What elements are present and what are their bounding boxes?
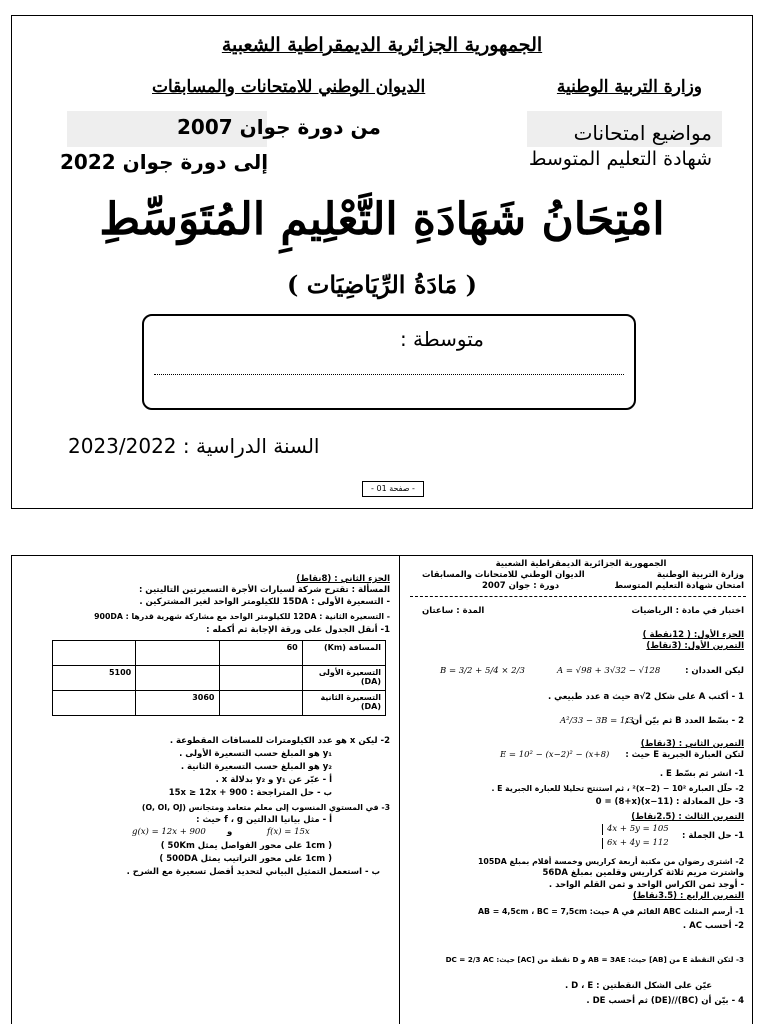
republic-heading: الجمهورية الجزائرية الديمقراطية الشعبية (221, 34, 543, 56)
cover-page (11, 15, 753, 509)
exercise1-question1: 1 - أكتب A على شكل a√2 حيث a عدد طبيعي . (547, 692, 744, 702)
exercise2-question3: 3- حل المعادلة : (11−x)(8+x) = 0 (595, 797, 744, 807)
exercise2-question2: 2- حلّل العبارة 10² − (x−2)² ، ثم استنتج تحليلا للعبارة الجبرية E . (491, 784, 744, 793)
table-instruction: 1- أنقل الجدول على ورقة الإجابة ثم أكمله : (206, 625, 390, 635)
column-divider (399, 556, 400, 1024)
exam-duration: المدة : ساعتان (422, 606, 485, 616)
table-cell (136, 641, 219, 666)
exam-ministry: وزارة التربية الوطنية (656, 570, 744, 580)
exercise2-question1: 1- انشر ثم بسّط E . (659, 769, 744, 779)
exam-subject-line: اختبار في مادة : الرياضيات (631, 606, 744, 616)
ministry-heading: وزارة التربية الوطنية (556, 77, 702, 97)
exercise4-title: التمرين الرابع : (3.5نقاط) (632, 891, 744, 901)
table-row (53, 691, 386, 716)
system-equation-2: 6x + 4y = 112 (602, 838, 669, 849)
exercise3-question2-line1: 2- اشترى رضوان من مكتبة أربعة كراريس وخمسة أقلام بمبلغ 105DA (478, 857, 744, 866)
school-name-box (142, 314, 636, 410)
school-label: متوسطة : (399, 327, 484, 351)
function-f: f(x) = 15x (267, 827, 310, 837)
question2-a: أ - عبّر عن y₁ و y₂ بدلالة x . (215, 775, 332, 785)
exam-header-separator (410, 596, 746, 597)
expression-B: B = 3/2 + 5/4 × 2/3 (440, 666, 525, 676)
question3: 3- في المستوي المنسوب إلى معلم متعامد ومتجانس (O, OI, OJ) (141, 803, 390, 812)
question2-b: ب - حل المتراجحة : 15x ≥ 12x + 900 (168, 788, 332, 798)
exercise4-question3-b: عيّن على الشكل النقطتين : D ، E . (564, 981, 712, 991)
exercise4-question1: 1- أرسم المثلث ABC القائم في A حيث: AB = 4,5cm ، BC = 7,5cm (478, 907, 744, 916)
and-word: و (227, 827, 233, 837)
question3-b: ب - استعمل التمثيل البياني لتحديد أفضل تسعيرة مع الشرح . (126, 867, 380, 877)
exam-page (11, 555, 753, 1024)
table-cell: 60 (219, 641, 302, 666)
exam-office: الديوان الوطني للامتحانات والمسابقات (422, 570, 585, 580)
exam-name: امتحان شهادة التعليم المتوسط (614, 581, 744, 591)
exercise1-question2: 2 - بسّط العدد B ثم بيّن أن : (625, 716, 744, 726)
exercise1-title: التمرين الأول: (3نقاط) (646, 641, 744, 651)
exercise2-intro: لتكن العبارة الجبرية E حيث : (625, 750, 744, 760)
tariff-2: - التسعيرة الثانية : 12DA للكيلومتر الواحد مع مشاركة شهرية قدرها : 900DA (94, 612, 390, 621)
table-cell: 3060 (136, 691, 219, 716)
table-cell: 5100 (53, 666, 136, 691)
x-axis-scale: ( 1cm على محور الفواصل يمثل 50Km ) (160, 841, 332, 851)
exercise3-question2-line2: واشترت مريم ثلاثة كراريس وقلمين بمبلغ 56DA (542, 868, 744, 878)
exercise3-question2-line3: - أوجد ثمن الكراس الواحد و ثمن القلم الواحد . (548, 880, 744, 890)
exercise3-question1: 1- حل الجملة : (682, 831, 744, 841)
exercise1-intro: ليكن العددان : (685, 666, 744, 676)
from-session: من دورة جوان 2007 (177, 115, 381, 139)
part2-title: الجزء الثاني : (8نقاط) (296, 574, 390, 584)
topics-line-2: شهادة التعليم المتوسط (528, 148, 712, 170)
table-row (53, 641, 386, 666)
expression-A: A = √98 + 3√32 − √128 (557, 666, 661, 676)
table-cell (53, 641, 136, 666)
table-cell (136, 666, 219, 691)
exercise3-title: التمرين الثالث : (2.5نقاط) (631, 812, 744, 822)
table-cell: التسعيرة الثانية (DA) (302, 691, 385, 716)
problem-title: المسألة : تقترح شركة لسيارات الأجرة التسعيرتين التاليتين : (138, 585, 390, 595)
exam-office-heading: الديوان الوطني للامتحانات والمسابقات (152, 77, 426, 97)
exercise4-question4: 4 - بيّن أن (BC)//(DE) ثم أحسب DE . (586, 996, 744, 1006)
question3-a: أ - مثل بيانيا الدالتين f ، g حيث : (196, 815, 332, 825)
exercise4-question3: 3- لتكن النقطة E من [AB] حيث: AB = 3AE و D نقطة من [AC] حيث: DC = 2/3 AC (445, 955, 744, 964)
system-equation-1: 4x + 5y = 105 (602, 824, 669, 835)
prices-table (52, 640, 386, 716)
school-year: السنة الدراسية : 2023/2022 (68, 434, 320, 458)
topics-line-1: مواضيع امتحانات (573, 121, 712, 145)
y-axis-scale: ( 1cm على محور التراتيب يمثل 500DA ) (159, 854, 332, 864)
table-cell: المسافة (Km) (302, 641, 385, 666)
exercise1-equation: A²/33 − 3B = 1/3 (560, 716, 634, 726)
page-number: - صفحة 01 - (362, 481, 424, 497)
expression-E: E = 10² − (x−2)² − (x+8) (500, 750, 610, 760)
table-cell (219, 691, 302, 716)
table-cell (53, 691, 136, 716)
main-title: امْتِحَانُ شَهَادَةِ التَّعْلِيمِ المُتَوَسِّطِ (99, 194, 665, 245)
exam-republic: الجمهورية الجزائرية الديمقراطية الشعبية (495, 559, 667, 569)
table-row (53, 666, 386, 691)
question2: 2- ليكن x هو عدد الكيلومترات للمسافات المقطوعة . (169, 736, 390, 746)
tariff-1: - التسعيرة الأولى : 15DA للكيلومتر الواحد لغير المشتركين . (139, 597, 390, 607)
table-cell (219, 666, 302, 691)
school-dotted-line (154, 374, 624, 375)
question2-y2: y₂ هو المبلغ حسب التسعيرة الثانية . (180, 762, 332, 772)
exam-session: دورة : جوان 2007 (482, 581, 560, 591)
part1-title: الجزء الأول: ( 12نقطة ) (642, 630, 744, 640)
exercise2-title: التمرين الثاني : (3نقاط) (640, 739, 744, 749)
to-session: إلى دورة جوان 2022 (60, 150, 269, 174)
question2-y1: y₁ هو المبلغ حسب التسعيرة الأولى . (179, 749, 332, 759)
exercise4-question2: 2- أحسب AC . (682, 921, 744, 931)
function-g: g(x) = 12x + 900 (132, 827, 206, 837)
subject-title: ( مَادَةُ الرِّيَاضِيَات ) (287, 270, 477, 299)
table-cell: التسعيرة الأولى (DA) (302, 666, 385, 691)
